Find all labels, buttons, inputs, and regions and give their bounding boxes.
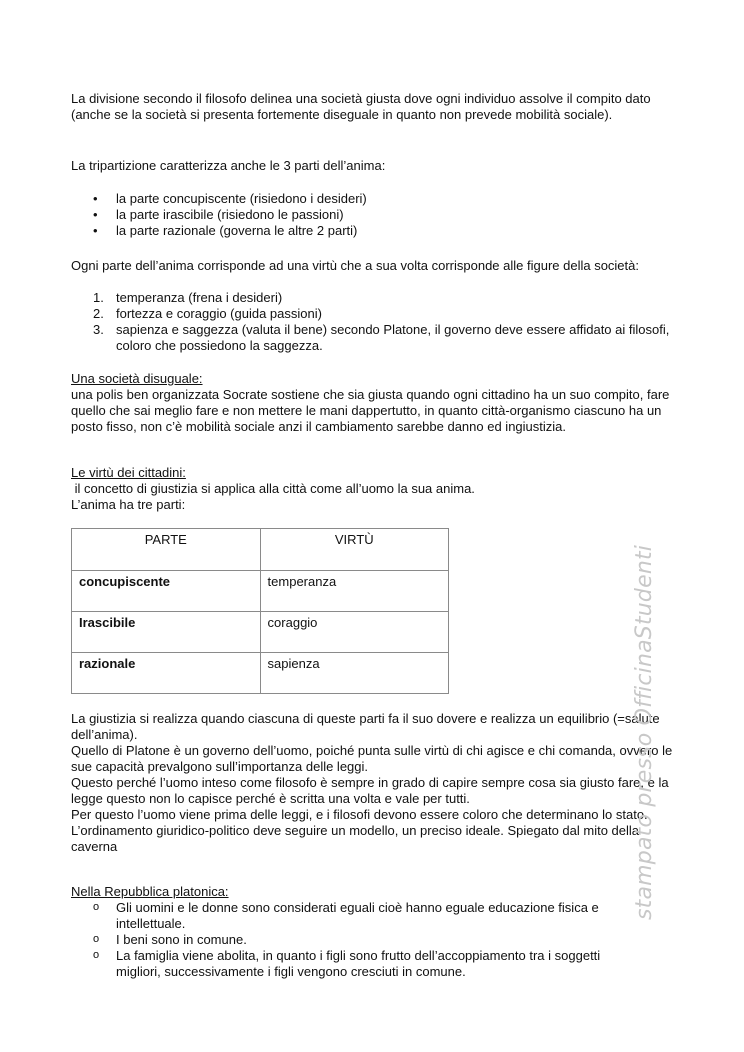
table-row xyxy=(72,571,449,612)
section-line: L’anima ha tre parti: xyxy=(71,497,186,512)
list-item-text: temperanza (frena i desideri) xyxy=(116,290,283,305)
list-item: • la parte concupiscente (risiedono i desideri) xyxy=(71,191,367,207)
section-heading: Una società disuguale: xyxy=(71,371,203,386)
table-cell: sapienza xyxy=(260,653,448,694)
section-heading: Nella Repubblica platonica: xyxy=(71,884,229,899)
list-item: o Gli uomini e le donne sono considerati eguali cioè hanno eguale educazione fisica e intellettuale. xyxy=(71,900,641,932)
parts-virtues-table xyxy=(71,528,449,694)
table-header-row xyxy=(72,529,449,571)
list-item: o La famiglia viene abolita, in quanto i figli sono frutto dell’accoppiamento tra i soggetti migliori, successivamente i figli vengono cresciuti in comune. xyxy=(71,948,641,980)
section-line: il concetto di giustizia si applica alla città come all’uomo la sua anima. xyxy=(71,481,475,496)
paragraph-line: Quello di Platone è un governo dell’uomo, poiché punta sulle virtù di chi agisce e chi comanda, ovvero le sue capacità prevalgono sull’importanza delle leggi. xyxy=(71,743,673,774)
table-row xyxy=(72,612,449,653)
table-header: PARTE xyxy=(72,529,261,571)
list-item-text: sapienza e saggezza (valuta il bene) secondo Platone, il governo deve essere affidato ai filosofi, coloro che possiedono la saggezza. xyxy=(116,322,670,353)
table-cell: coraggio xyxy=(260,612,448,653)
table-cell: concupiscente xyxy=(72,571,261,612)
list-item: • la parte razionale (governa le altre 2 parti) xyxy=(71,223,367,239)
table-cell: razionale xyxy=(72,653,261,694)
table-header: VIRTÙ xyxy=(260,529,448,571)
tripartition-paragraph: La tripartizione caratterizza anche le 3 parti dell’anima: xyxy=(71,158,386,173)
republic-list xyxy=(71,900,641,980)
list-number: 3. xyxy=(93,322,104,337)
section-republic xyxy=(71,884,229,900)
intro-paragraph: La divisione secondo il filosofo delinea una società giusta dove ogni individuo assolve il compito dato (anche se la società si presenta fortemente diseguale in quanto non prevede mobilità sociale). xyxy=(71,91,651,122)
paragraph-line: Per questo l’uomo viene prima delle leggi, e i filosofi devono essere coloro che determinano lo stato. xyxy=(71,807,648,822)
list-number: 2. xyxy=(93,306,104,321)
section-heading: Le virtù dei cittadini: xyxy=(71,465,186,480)
section-citizen-virtues xyxy=(71,465,676,513)
list-item xyxy=(71,306,681,322)
list-item: • la parte irascibile (risiedono le passioni) xyxy=(71,207,367,223)
section-body: una polis ben organizzata Socrate sostiene che sia giusta quando ogni cittadino ha un suo compito, fare quello che sai meglio fare e non mettere le mani dappertutto, in quanto città-organismo ciascuno ha un posto fisso, non c’è mobilità sociale anzi il cambiamento sarebbe danno ed ingiustizia. xyxy=(71,387,670,434)
virtues-intro-paragraph: Ogni parte dell’anima corrisponde ad una virtù che a sua volta corrisponde alle figure della società: xyxy=(71,258,639,273)
watermark: stampato presso OfficinaStudenti xyxy=(632,544,657,920)
list-number: 1. xyxy=(93,290,104,305)
soul-parts-list xyxy=(71,191,367,239)
list-item xyxy=(71,290,681,306)
table-cell: temperanza xyxy=(260,571,448,612)
paragraph-line: L’ordinamento giuridico-politico deve seguire un modello, un preciso ideale. Spiegato dal mito della caverna xyxy=(71,823,640,854)
list-item xyxy=(71,322,681,354)
list-item-text: fortezza e coraggio (guida passioni) xyxy=(116,306,322,321)
table-row xyxy=(72,653,449,694)
justice-paragraph xyxy=(71,711,676,855)
virtues-list xyxy=(71,290,681,354)
table-cell: Irascibile xyxy=(72,612,261,653)
paragraph-line: La giustizia si realizza quando ciascuna di queste parti fa il suo dovere e realizza un equilibrio (=salute dell’anima). xyxy=(71,711,660,742)
paragraph-line: Questo perché l’uomo inteso come filosofo è sempre in grado di capire sempre cosa sia giusto fare, e la legge questo non lo capisce perché è scritta una volta e vale per tutti. xyxy=(71,775,669,806)
section-unequal-society xyxy=(71,371,676,435)
list-item: o I beni sono in comune. xyxy=(71,932,641,948)
